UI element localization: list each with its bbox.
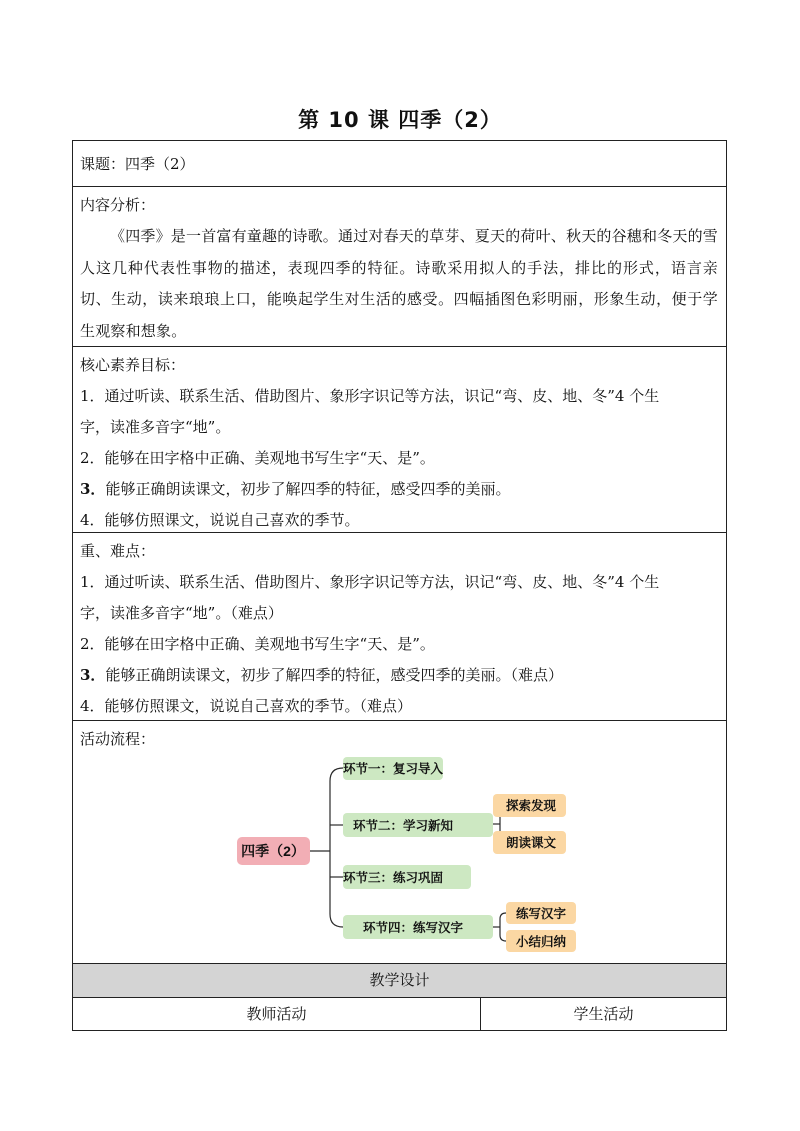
goal-item-4: 4．能够仿照课文，说说自己喜欢的季节。 xyxy=(80,511,360,529)
goals-label: 核心素养目标： xyxy=(80,356,186,374)
goal-item-2: 2．能够在田字格中正确、美观地书写生字“天、是”。 xyxy=(80,449,435,467)
activity-flow-section xyxy=(73,721,726,964)
step-2-label: 环节二：学习新知 xyxy=(352,819,454,833)
topic-text: 课题：四季（2） xyxy=(80,155,195,173)
step-3-label: 环节三：练习巩固 xyxy=(342,871,444,885)
goal-item-3: 3．能够正确朗读课文，初步了解四季的特征，感受四季的美丽。 xyxy=(80,480,511,498)
mind-map-step-4 xyxy=(343,915,493,939)
teacher-activity-header: 教师活动 xyxy=(73,998,481,1030)
mind-map xyxy=(73,721,728,964)
analysis-section xyxy=(73,187,726,347)
root-label: 四季（2） xyxy=(241,843,305,859)
key-item-3: 3．能够正确朗读课文，初步了解四季的特征，感受四季的美丽。（难点） xyxy=(80,666,563,684)
mind-map-root xyxy=(237,837,310,865)
topic-section xyxy=(73,141,726,187)
key-item-2: 2．能够在田字格中正确、美观地书写生字“天、是”。 xyxy=(80,635,435,653)
key-item-1: 1．通过听读、联系生活、借助图片、象形字识记等方法，识记“弯、皮、地、冬”4 个生 xyxy=(80,573,660,591)
mind-map-step-3 xyxy=(343,865,471,889)
step-1-label: 环节一：复习导入 xyxy=(342,762,444,776)
child-explore-label: 探索发现 xyxy=(505,799,557,813)
lesson-plan-table xyxy=(72,140,727,1031)
keys-label: 重、难点： xyxy=(80,542,156,560)
mind-map-child-write xyxy=(506,902,576,924)
goal-item-1-cont: 字，读准多音字“地”。 xyxy=(80,418,231,436)
analysis-label: 内容分析： xyxy=(80,196,156,214)
step-4-label: 环节四：练写汉字 xyxy=(362,921,464,935)
flow-label: 活动流程： xyxy=(80,730,156,748)
key-points-section xyxy=(73,533,726,721)
key-item-4: 4．能够仿照课文，说说自己喜欢的季节。（难点） xyxy=(80,697,413,715)
child-summary-label: 小结归纳 xyxy=(515,935,567,949)
child-read-label: 朗读课文 xyxy=(505,836,557,850)
mind-map-child-explore xyxy=(493,794,566,817)
page-title: 第 10 课 四季（2） xyxy=(298,108,502,132)
child-write-label: 练写汉字 xyxy=(515,907,567,921)
mind-map-child-summary xyxy=(506,930,576,952)
mind-map-step-2 xyxy=(343,813,493,837)
teaching-design-header: 教学设计 xyxy=(73,964,726,998)
goal-item-1: 1．通过听读、联系生活、借助图片、象形字识记等方法，识记“弯、皮、地、冬”4 个生 xyxy=(80,387,660,405)
mind-map-step-1 xyxy=(343,757,444,780)
key-item-1-cont: 字，读准多音字“地”。（难点） xyxy=(80,604,283,622)
analysis-text: 《四季》是一首富有童趣的诗歌。通过对春天的草芽、夏天的荷叶、秋天的谷穗和冬天的雪人这几种代表性事物的描述，表现四季的特征。诗歌采用拟人的手法，排比的形式，语言亲切、生动，读来琅琅上口，能唤起学生对生活的感受。四幅插图色彩明丽，形象生动，便于学生观察和想象。 xyxy=(80,227,719,340)
student-activity-header: 学生活动 xyxy=(573,1005,634,1023)
mind-map-child-read xyxy=(493,831,566,854)
goals-section xyxy=(73,347,726,533)
activity-columns xyxy=(73,998,726,1030)
